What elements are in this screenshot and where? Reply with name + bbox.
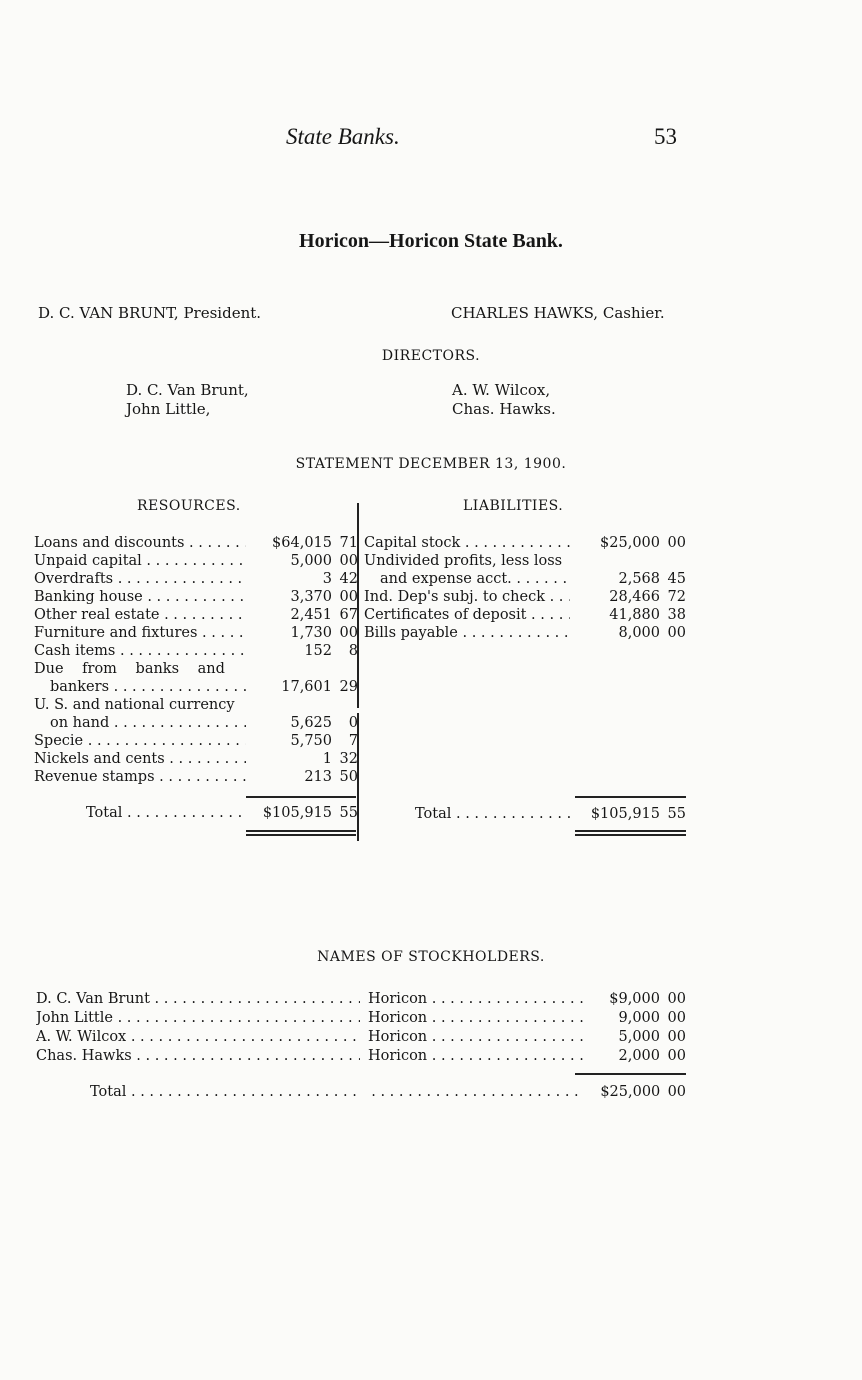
- resource-dollars: 213: [304, 769, 332, 785]
- resource-cents: 00: [339, 589, 358, 605]
- resource-row: [34, 750, 358, 768]
- stockholder-row: [36, 1009, 686, 1028]
- resource-cents: 0: [348, 715, 358, 731]
- resource-cents: 29: [339, 679, 358, 695]
- resource-row: [34, 714, 358, 732]
- liability-row: [364, 588, 686, 606]
- liabilities-sum-rule: [575, 796, 686, 798]
- liability-row: [364, 624, 686, 642]
- resources-sum-rule: [246, 796, 356, 798]
- resource-cents: 32: [339, 751, 358, 767]
- resource-label: Revenue stamps . . .: [34, 768, 246, 786]
- liabilities-total-cents: 55: [667, 806, 686, 822]
- resources-total-dollars: $105,915: [262, 805, 332, 821]
- liability-dollars: 8,000: [618, 625, 660, 641]
- liabilities-total-row: [415, 805, 686, 823]
- resource-dollars: [246, 660, 332, 678]
- resource-row: [34, 768, 358, 786]
- liability-dollars: [570, 552, 660, 570]
- stockholder-row: [36, 1028, 686, 1047]
- stockholders-heading: NAMES OF STOCKHOLDERS.: [317, 949, 545, 965]
- liability-cents: 00: [667, 625, 686, 641]
- liability-cents: 72: [667, 589, 686, 605]
- resource-label: U. S. and national currency: [34, 697, 235, 713]
- resource-dollars: 2,451: [290, 607, 332, 623]
- resource-dollars: 5,625: [290, 715, 332, 731]
- resource-row: [34, 696, 358, 714]
- liability-dollars: 41,880: [609, 607, 660, 623]
- liability-dollars: 2,568: [618, 571, 660, 587]
- resource-cents: 00: [339, 625, 358, 641]
- stockholders-total-label: Total . . .: [90, 1083, 357, 1102]
- stockholders-total-dollars: $25,000: [600, 1084, 661, 1100]
- resource-cents: [332, 660, 358, 678]
- liability-row: [364, 534, 686, 552]
- resource-row: [34, 588, 358, 606]
- resource-label: Loans and discounts . . .: [34, 534, 246, 552]
- resource-cents: 71: [339, 535, 358, 551]
- stockholder-cents: 00: [667, 1048, 686, 1064]
- stockholders-sum-rule: [575, 1073, 686, 1075]
- resources-total-label: Total . . .: [86, 804, 246, 822]
- bank-title: Horicon—Horicon State Bank.: [299, 230, 563, 252]
- stockholder-dollars: 9,000: [618, 1010, 660, 1026]
- liability-cents: 45: [667, 571, 686, 587]
- stockholder-dollars: 5,000: [618, 1029, 660, 1045]
- liability-cents: 38: [667, 607, 686, 623]
- resource-dollars: 3,370: [290, 589, 332, 605]
- resource-label: Nickels and cents . . .: [34, 750, 246, 768]
- resource-dollars: 5,000: [290, 553, 332, 569]
- resource-cents: 50: [339, 769, 358, 785]
- liability-label: Undivided profits, less loss: [364, 553, 563, 569]
- liability-label: and expense acct. . . .: [364, 570, 570, 588]
- liability-cents: 00: [667, 535, 686, 551]
- stockholder-name: Chas. Hawks . . .: [36, 1047, 360, 1066]
- stockholder-name: A. W. Wilcox . . .: [36, 1028, 360, 1047]
- liability-label: Capital stock . . .: [364, 534, 570, 552]
- resource-dollars: $64,015: [272, 535, 332, 551]
- liability-cents: [660, 552, 686, 570]
- stockholder-cents: 00: [667, 1029, 686, 1045]
- resource-cents: 7: [348, 733, 358, 749]
- director-left-2: John Little,: [126, 400, 211, 418]
- stockholder-residence: Horicon . . .: [368, 1047, 583, 1066]
- resource-row: [34, 534, 358, 552]
- resource-dollars: 152: [304, 643, 332, 659]
- stockholder-cents: 00: [667, 1010, 686, 1026]
- stockholder-dollars: $9,000: [609, 991, 660, 1007]
- resource-label: Cash items . . .: [34, 642, 246, 660]
- resource-cents: 67: [339, 607, 358, 623]
- director-right-1: A. W. Wilcox,: [452, 381, 551, 399]
- resource-dollars: [246, 696, 332, 714]
- statement-heading: STATEMENT DECEMBER 13, 1900.: [295, 456, 567, 472]
- liability-dollars: $25,000: [600, 535, 660, 551]
- resource-label: Due from banks and: [34, 661, 225, 677]
- resource-row: [34, 552, 358, 570]
- resource-row: [34, 624, 358, 642]
- page-number: 53: [654, 124, 677, 149]
- liability-row: [364, 570, 686, 588]
- resource-dollars: 1: [322, 751, 332, 767]
- resource-row: [34, 660, 358, 678]
- stockholders-total-cents: 00: [667, 1084, 687, 1100]
- resource-label: Banking house . . .: [34, 588, 246, 606]
- resource-dollars: 1,730: [290, 625, 332, 641]
- resource-label: Furniture and fixtures . . .: [34, 624, 246, 642]
- resource-cents: [332, 696, 358, 714]
- liability-label: Certificates of deposit . . .: [364, 606, 570, 624]
- resource-cents: 8: [348, 643, 358, 659]
- resources-total-rule-1: [246, 830, 356, 832]
- resource-row: [34, 642, 358, 660]
- resource-label: Other real estate . . .: [34, 606, 246, 624]
- resource-cents: 42: [339, 571, 358, 587]
- resources-heading: RESOURCES.: [137, 498, 241, 514]
- stockholder-name: John Little . . .: [36, 1009, 360, 1028]
- liabilities-total-rule-1: [575, 830, 686, 832]
- resource-row: [34, 570, 358, 588]
- resources-total-row: [86, 804, 358, 822]
- liability-row: [364, 552, 686, 570]
- liability-label: Ind. Dep's subj. to check . . .: [364, 588, 570, 606]
- stockholder-residence: Horicon . . .: [368, 990, 583, 1009]
- stockholder-residence: Horicon . . .: [368, 1009, 583, 1028]
- running-title: State Banks.: [286, 124, 400, 149]
- resource-dollars: 3: [322, 571, 332, 587]
- resource-row: [34, 678, 358, 696]
- cashier: CHARLES HAWKS, Cashier.: [451, 304, 665, 322]
- stockholders-total-row: [90, 1083, 686, 1102]
- stockholder-row: [36, 990, 686, 1009]
- directors-heading: DIRECTORS.: [381, 348, 481, 364]
- stockholder-cents: 00: [667, 991, 686, 1007]
- liability-row: [364, 606, 686, 624]
- stockholders-total-leader: [371, 1083, 584, 1102]
- resource-row: [34, 732, 358, 750]
- resource-label: Overdrafts . . .: [34, 570, 246, 588]
- resource-row: [34, 606, 358, 624]
- stockholder-name: D. C. Van Brunt . . .: [36, 990, 360, 1009]
- liabilities-total-label: Total . . .: [415, 805, 570, 823]
- resource-label: Specie . . .: [34, 732, 246, 750]
- president: D. C. VAN BRUNT, President.: [38, 304, 262, 322]
- resource-label: Unpaid capital . . .: [34, 552, 246, 570]
- director-left-1: D. C. Van Brunt,: [126, 381, 249, 399]
- liability-dollars: 28,466: [609, 589, 660, 605]
- resource-cents: 00: [339, 553, 358, 569]
- resources-total-cents: 55: [339, 805, 358, 821]
- stockholder-row: [36, 1047, 686, 1066]
- resources-total-rule-2: [246, 834, 356, 836]
- stockholder-residence: Horicon . . .: [368, 1028, 583, 1047]
- resource-dollars: 5,750: [290, 733, 332, 749]
- resource-dollars: 17,601: [281, 679, 332, 695]
- resource-label: on hand . . .: [34, 714, 246, 732]
- liabilities-total-rule-2: [575, 834, 686, 836]
- director-right-2: Chas. Hawks.: [452, 400, 556, 418]
- resource-label: bankers . . .: [34, 678, 246, 696]
- liabilities-total-dollars: $105,915: [590, 806, 660, 822]
- liabilities-heading: LIABILITIES.: [463, 498, 564, 514]
- stockholder-dollars: 2,000: [618, 1048, 660, 1064]
- liability-label: Bills payable . . .: [364, 624, 570, 642]
